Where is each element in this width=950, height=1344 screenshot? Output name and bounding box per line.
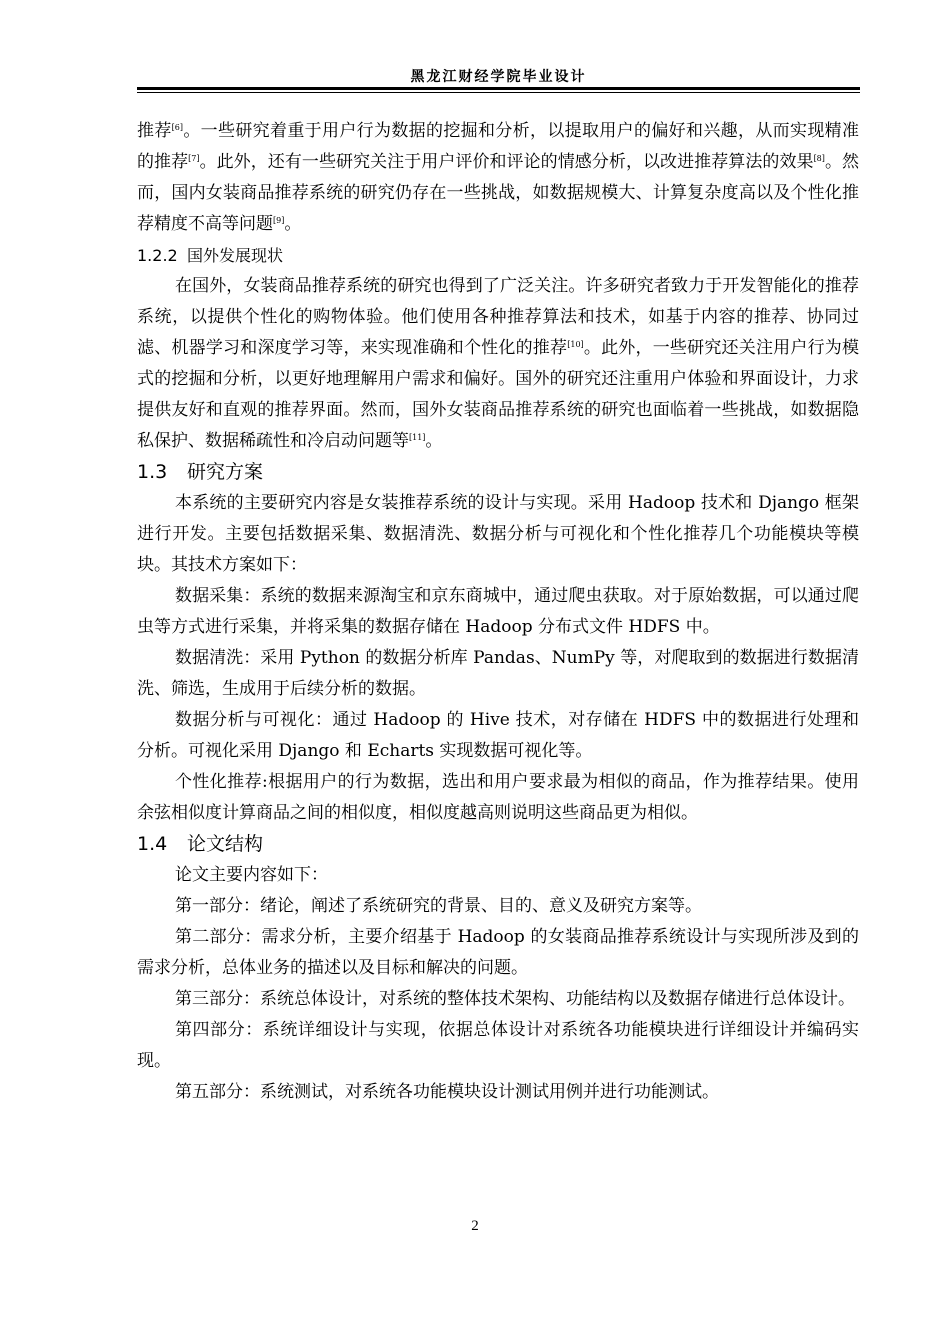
paragraph-research-intro: 本系统的主要研究内容是女装推荐系统的设计与实现。采用 Hadoop 技术和 Django 框架进行开发。主要包括数据采集、数据清洗、数据分析与可视化和个性化推荐几个功能模块等模块。其技术方案如下： [137,493,859,575]
paragraph-structure-intro: 论文主要内容如下： [175,865,328,885]
section-title: 国外发展现状 [187,246,284,265]
header-rule-thick [137,87,860,90]
section-heading-1-2-2 [137,240,859,271]
paragraph-data-collection: 数据采集：系统的数据来源淘宝和京东商城中，通过爬虫获取。对于原始数据，可以通过爬虫等方式进行采集，并将采集的数据存储在 Hadoop 分布式文件 HDFS 中。 [137,586,859,637]
section-number: 1.3 [137,461,168,483]
paragraph-data-cleaning: 数据清洗：采用 Python 的数据分析库 Pandas、NumPy 等，对爬取到的数据进行数据清洗、筛选，生成用于后续分析的数据。 [137,648,859,699]
paragraph-foreign-status: 在国外，女装商品推荐系统的研究也得到了广泛关注。许多研究者致力于开发智能化的推荐系统，以提供个性化的购物体验。他们使用各种推荐算法和技术，如基于内容的推荐、协同过滤、机器学习和深度学习等，来实现准确和个性化的推荐[10]。此外，一些研究还关注用户行为模式的挖掘和分析，以更好地理解用户需求和偏好。国外的研究还注重用户体验和界面设计，力求提供友好和直观的推荐界面。然而，国外女装商品推荐系统的研究也面临着一些挑战，如数据隐私保护、数据稀疏性和冷启动问题等[11]。 [137,276,860,451]
body-content [137,116,859,1108]
section-number: 1.4 [137,833,168,855]
paragraph-part-four: 第四部分：系统详细设计与实现，依据总体设计对系统各功能模块进行详细设计并编码实现。 [137,1020,859,1071]
paragraph-part-five: 第五部分：系统测试，对系统各功能模块设计测试用例并进行功能测试。 [175,1082,719,1102]
paragraph-personalized-recommendation: 个性化推荐:根据用户的行为数据，选出和用户要求最为相似的商品，作为推荐结果。使用余弦相似度计算商品之间的相似度，相似度越高则说明这些商品更为相似。 [137,772,859,823]
section-heading-1-4 [137,829,859,860]
section-heading-1-3 [137,457,859,488]
paragraph-data-analysis: 数据分析与可视化：通过 Hadoop 的 Hive 技术，对存储在 HDFS 中的数据进行处理和分析。可视化采用 Django 和 Echarts 实现数据可视化等。 [137,710,859,761]
section-title: 研究方案 [187,461,264,483]
paragraph-part-two: 第二部分：需求分析，主要介绍基于 Hadoop 的女装商品推荐系统设计与实现所涉及到的需求分析，总体业务的描述以及目标和解决的问题。 [137,927,859,978]
page-number: 2 [471,1218,479,1234]
paragraph-domestic-status-cont: 推荐[6]。一些研究着重于用户行为数据的挖掘和分析，以提取用户的偏好和兴趣，从而实现精准的推荐[7]。此外，还有一些研究关注于用户评价和评论的情感分析，以改进推荐算法的效果[8]。然而，国内女装商品推荐系统的研究仍存在一些挑战，如数据规模大、计算复杂度高以及个性化推荐精度不高等问题[9]。 [137,121,860,234]
paragraph-part-three: 第三部分：系统总体设计，对系统的整体技术架构、功能结构以及数据存储进行总体设计。 [175,989,855,1009]
page-header: 黑龙江财经学院毕业设计 [410,69,587,85]
paragraph-part-one: 第一部分：绪论，阐述了系统研究的背景、目的、意义及研究方案等。 [175,896,702,916]
section-title: 论文结构 [187,833,264,855]
header-rule-thin [137,92,860,93]
section-number: 1.2.2 [137,246,178,265]
